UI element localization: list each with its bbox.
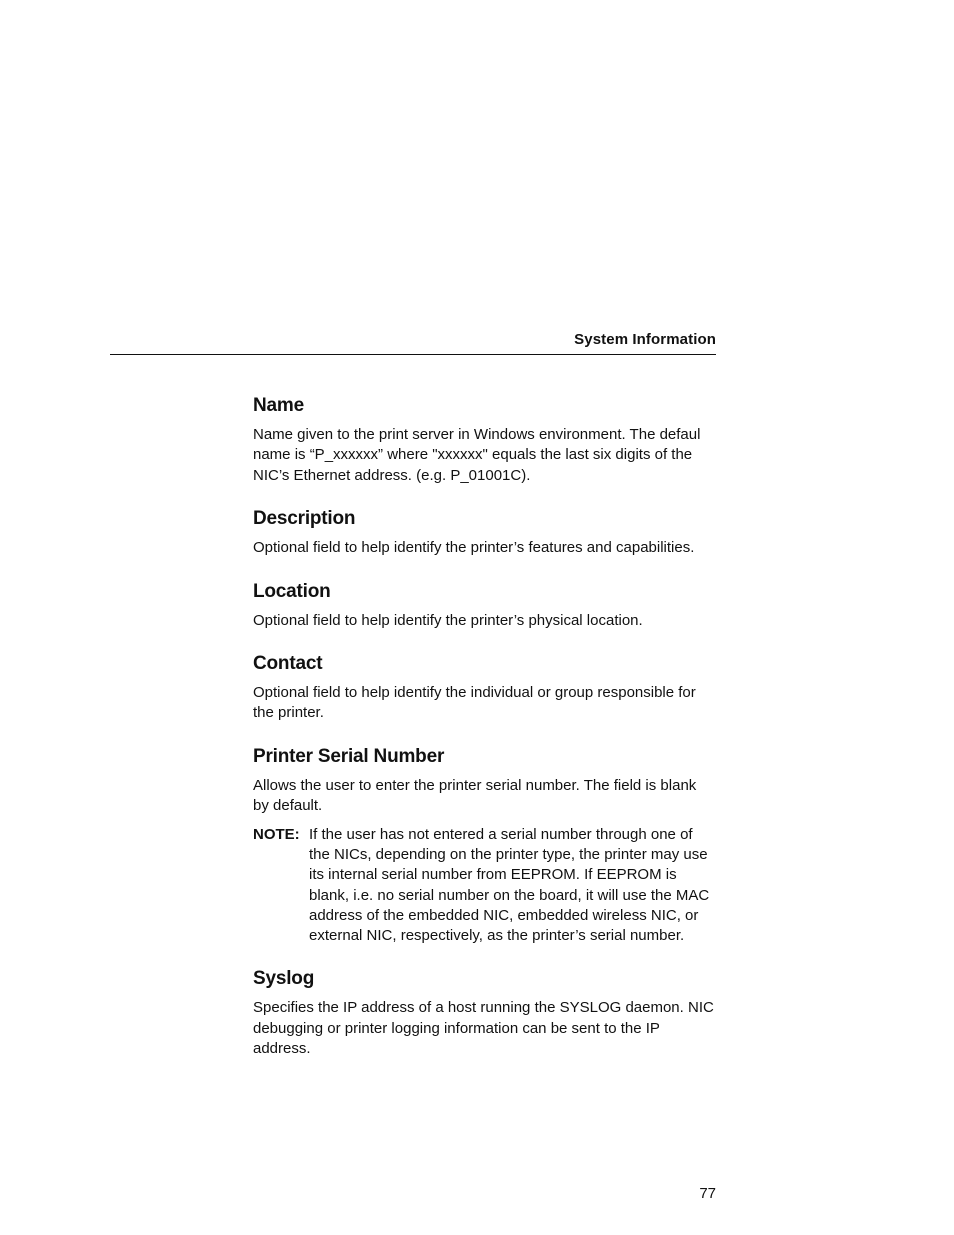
section-body: Name given to the print server in Windows environment. The defaul name is “P_xxxxxx” where "xxxxxx" equals the last six digits of the NIC’s Ethernet address. (e.g. P_01001C). <box>253 426 701 484</box>
section-contact <box>253 652 716 724</box>
section-location <box>253 580 716 631</box>
section-body: Specifies the IP address of a host running the SYSLOG daemon. NIC debugging or printer logging information can be sent to the IP address. <box>253 999 714 1058</box>
running-header-title: System Information <box>574 331 716 348</box>
page-content <box>253 394 716 1081</box>
note-text: If the user has not entered a serial number through one of the NICs, depending on the printer type, the printer may use its internal serial number from EEPROM. If EEPROM is blank, i.e. no serial number on the board, it will use the MAC address of the embedded NIC, embedded wireless NIC, or external NIC, respectively, as the printer’s serial number. <box>309 825 710 945</box>
section-description <box>253 507 716 558</box>
section-body: Optional field to help identify the printer’s features and capabilities. <box>253 539 695 557</box>
section-printer-serial-number <box>253 745 716 947</box>
section-syslog <box>253 967 716 1059</box>
page-number: 77 <box>699 1185 716 1202</box>
section-heading: Syslog <box>253 968 315 990</box>
section-name <box>253 394 716 486</box>
header-divider <box>110 354 716 355</box>
note-label: NOTE: <box>253 825 300 843</box>
section-heading: Location <box>253 580 331 602</box>
section-body: Allows the user to enter the printer serial number. The field is blank by default. <box>253 776 697 815</box>
section-body: Optional field to help identify the individual or group responsible for the printer. <box>253 684 696 722</box>
note-block <box>253 825 716 947</box>
section-heading: Contact <box>253 653 323 675</box>
section-heading: Description <box>253 508 356 530</box>
section-heading: Name <box>253 395 304 416</box>
section-body: Optional field to help identify the printer’s physical location. <box>253 611 643 629</box>
section-heading: Printer Serial Number <box>253 745 445 767</box>
